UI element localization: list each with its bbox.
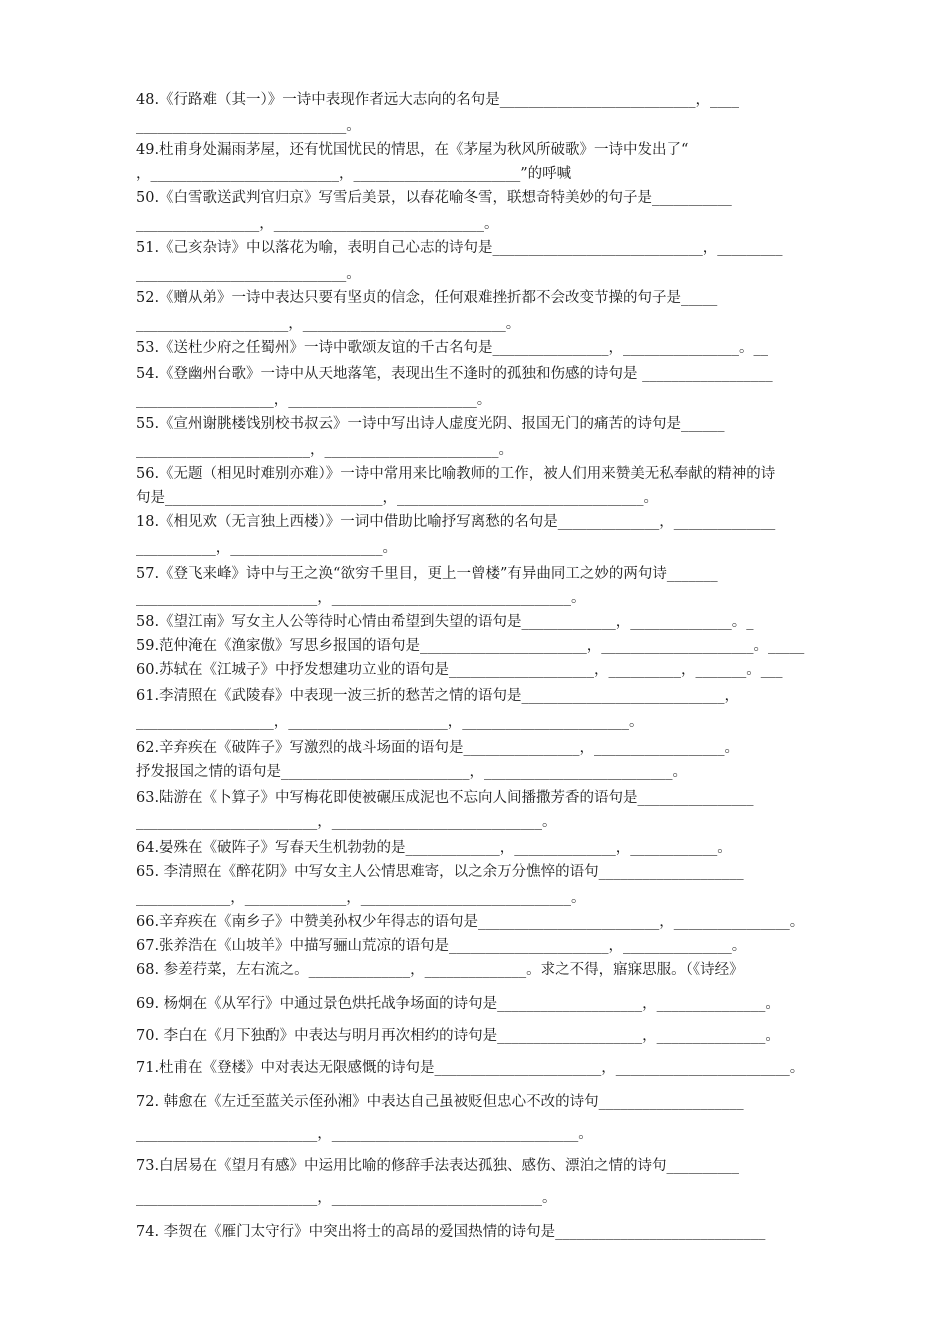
question-69-line: 69. 杨炯在《从军行》中通过景色烘托战争场面的诗句是____________________，_______________。 <box>136 996 780 1012</box>
question-71-line: 71.杜甫在《登楼》中对表达无限感慨的诗句是_______________________，________________________。 <box>136 1060 805 1076</box>
question-56-line-2: 句是______________________________，__________________________________。 <box>136 490 658 506</box>
question-18-line-1: 18.《相见欢（无言独上西楼）》一词中借助比喻抒写离愁的名句是______________，______________ <box>136 514 776 530</box>
question-49-line-1: 49.杜甫身处漏雨茅屋，还有忧国忧民的情思，在《茅屋为秋风所破歌》一诗中发出了“ <box>136 142 689 158</box>
question-57-line-2: _________________________，_________________________________。 <box>136 590 586 606</box>
question-63-line-1: 63.陆游在《卜算子》中写梅花即使被碾压成泥也不忘向人间播撒芳香的语句是________________ <box>136 790 754 806</box>
question-55-line-2: ________________________，________________________。 <box>136 442 513 458</box>
question-65-line-1: 65. 李清照在《醉花阴》中写女主人公情思难寄，以之余万分憔悴的语句____________________ <box>136 864 744 880</box>
question-53-line: 53.《送杜少府之任蜀州》一诗中歌颂友谊的千古名句是________________，________________。__ <box>136 340 769 356</box>
question-63-line-2: _________________________，_____________________________。 <box>136 814 557 830</box>
question-64-line: 64.晏殊在《破阵子》写春天生机勃勃的是_____________，______________，____________。 <box>136 840 732 856</box>
question-72-line-2: _________________________，__________________________________。 <box>136 1126 593 1142</box>
question-65-line-2: _____________，______________，_____________________________。 <box>136 890 586 906</box>
question-52-line-2: _____________________，____________________________。 <box>136 316 521 332</box>
question-49-line-2: ，__________________________，_______________________”的呼喊 <box>136 166 572 182</box>
question-50-line-2: _________________，_____________________________。 <box>136 216 499 232</box>
question-74-line: 74. 李贺在《雁门太守行》中突出将士的高昂的爱国热情的诗句是_____________________________ <box>136 1224 766 1240</box>
question-50-line-1: 50.《白雪歌送武判官归京》写雪后美景，以春花喻冬雪，联想奇特美妙的句子是___________ <box>136 190 732 206</box>
question-73-line-1: 73.白居易在《望月有感》中运用比喻的修辞手法表达孤独、感伤、漂泊之情的诗句__________ <box>136 1158 740 1174</box>
question-52-line-1: 52.《赠从弟》一诗中表达只要有坚贞的信念，任何艰难挫折都不会改变节操的句子是_____ <box>136 290 718 306</box>
question-56-line-1: 56.《无题（相见时难别亦难）》一诗中常用来比喻教师的工作，被人们用来赞美无私奉献的精神的诗 <box>136 466 776 482</box>
question-61-line-2: ___________________，______________________，_______________________。 <box>136 714 644 730</box>
question-62-line-1: 62.辛弃疾在《破阵子》写激烈的战斗场面的语句是________________，__________________。 <box>136 740 740 756</box>
question-70-line: 70. 李白在《月下独酌》中表达与明月再次相约的诗句是____________________，_______________。 <box>136 1028 780 1044</box>
question-62-line-2: 抒发报国之情的语句是__________________________，__________________________。 <box>136 764 687 780</box>
question-54-line-1: 54.《登幽州台歌》一诗中从天地落笔，表现出生不逢时的孤独和伤感的诗句是 __________________ <box>136 366 773 382</box>
question-57-line-1: 57.《登飞来峰》诗中与王之涣“欲穷千里目，更上一曾楼”有异曲同工之妙的两句诗_______ <box>136 566 718 582</box>
question-60-line: 60.苏轼在《江城子》中抒发想建功立业的语句是____________________，__________，_______。___ <box>136 662 783 678</box>
question-48-line-1: 48.《行路难（其一）》一诗中表现作者远大志向的名句是___________________________，____ <box>136 92 740 108</box>
question-73-line-2: _________________________，_____________________________。 <box>136 1190 557 1206</box>
question-58-line: 58.《望江南》写女主人公等待时心情由希望到失望的语句是_____________，______________。_ <box>136 614 754 630</box>
question-51-line-1: 51.《己亥杂诗》中以落花为喻，表明自己心志的诗句是_____________________________，_________ <box>136 240 783 256</box>
question-67-line: 67.张养浩在《山坡羊》中描写骊山荒凉的语句是______________________，_______________。 <box>136 938 747 954</box>
question-18-line-2: ___________，_____________________。 <box>136 540 397 556</box>
question-48-line-2: _____________________________。 <box>136 118 361 134</box>
question-61-line-1: 61.李清照在《武陵春》中表现一波三折的愁苦之情的语句是____________________________， <box>136 688 740 704</box>
question-51-line-2: _____________________________。 <box>136 266 361 282</box>
question-55-line-1: 55.《宣州谢朓楼饯别校书叔云》一诗中写出诗人虚度光阴、报国无门的痛苦的诗句是______ <box>136 416 725 432</box>
question-68-line: 68. 参差荇菜，左右流之。______________，______________。求之不得，寤寐思服。（《诗经》 <box>136 962 744 978</box>
question-72-line-1: 72. 韩愈在《左迁至蓝关示侄孙湘》中表达自己虽被贬但忠心不改的诗句____________________ <box>136 1094 744 1110</box>
question-66-line: 66.辛弃疾在《南乡子》中赞美孙权少年得志的语句是_________________________，________________。 <box>136 914 805 930</box>
question-54-line-2: ___________________，__________________________。 <box>136 392 492 408</box>
question-59-line: 59.范仲淹在《渔家傲》写思乡报国的语句是_______________________，_____________________。_____ <box>136 638 805 654</box>
